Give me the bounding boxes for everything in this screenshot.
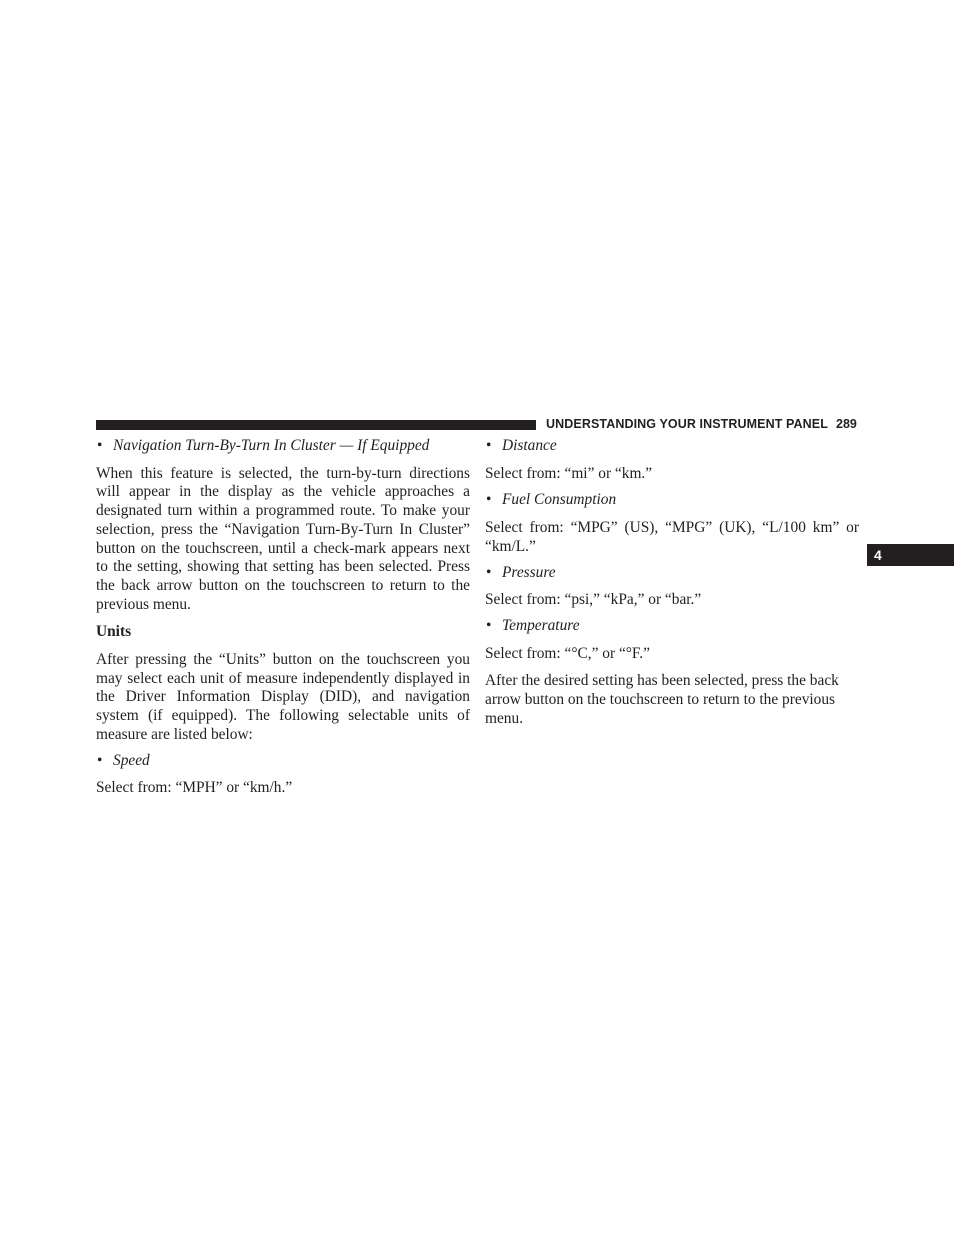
bullet-pressure [485, 564, 859, 583]
bullet-dot: • [486, 563, 492, 581]
paragraph-speed: Select from: “MPH” or “km/h.” [96, 779, 293, 797]
bullet-speed [96, 752, 470, 771]
header-rule [96, 420, 536, 430]
paragraph-pressure: Select from: “psi,” “kPa,” or “bar.” [485, 591, 702, 609]
paragraph-distance: Select from: “mi” or “km.” [485, 464, 653, 482]
paragraph-navigation: When this feature is selected, the turn-by-turn directions will appear in the display as the vehicle approaches a designated turn within a programmed route. To make your selection, press the “Navigation Turn-By-Turn In Cluster” button on the touchscreen, until a check-mark appears next to the setting, showing that setting has been selected. Press the back arrow button on the touchscreen to return to the previous menu. [96, 464, 470, 613]
bullet-dot: • [486, 491, 492, 509]
heading-units: Units [96, 623, 132, 641]
paragraph-units: After pressing the “Units” button on the touchscreen you may select each unit of measure independently displayed in the Driver Information Display (DID), and navigation system (if equipped). The following selectable units of measure are listed below: [96, 651, 470, 743]
bullet-fuel-consumption [485, 491, 859, 510]
bullet-label: Temperature [502, 616, 580, 634]
running-header-title: UNDERSTANDING YOUR INSTRUMENT PANEL [546, 417, 828, 431]
paragraph-fuel: Select from: “MPG” (US), “MPG” (UK), “L/100 km” or “km/L.” [485, 519, 859, 555]
bullet-navigation-turn-by-turn [96, 437, 470, 456]
bullet-label: Fuel Consumption [502, 491, 617, 509]
bullet-label: Speed [113, 751, 150, 769]
bullet-dot: • [486, 616, 492, 634]
bullet-dot: • [97, 751, 103, 769]
page-number: 289 [836, 417, 857, 431]
bullet-label: Distance [502, 437, 557, 454]
bullet-label: Navigation Turn-By-Turn In Cluster — If Equipped [113, 437, 430, 454]
chapter-tab [867, 544, 954, 566]
bullet-dot: • [97, 437, 103, 454]
bullet-label: Pressure [502, 563, 556, 581]
bullet-temperature [485, 617, 859, 636]
bullet-distance [485, 437, 859, 456]
paragraph-temperature: Select from: “°C,” or “°F.” [485, 644, 650, 662]
paragraph-final: After the desired setting has been selected, press the back arrow button on the touchscreen to return to the previous menu. [485, 672, 839, 727]
right-column [485, 437, 859, 737]
left-column [96, 437, 470, 807]
bullet-dot: • [486, 437, 492, 454]
chapter-number: 4 [874, 547, 882, 563]
